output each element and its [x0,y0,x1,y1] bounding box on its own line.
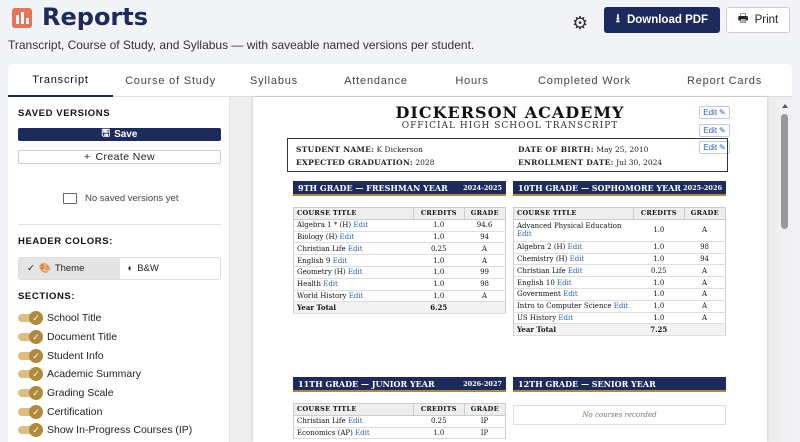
course-grade: 94.6 [464,219,505,231]
edit-course-link[interactable]: Edit [517,230,532,239]
edit-school-title-button[interactable]: Edit ✎ [699,106,730,119]
edit-course-link[interactable]: Edit [347,268,363,277]
empty-versions-message: No saved versions yet [63,193,178,204]
course-grade: 99 [464,266,505,278]
year-title: 11TH GRADE — JUNIOR YEAR [298,378,435,389]
toggle-switch[interactable]: ✓ [18,331,43,343]
school-title: DICKERSON ACADEMY [395,103,625,122]
course-credits: 1.0 [414,219,465,231]
course-credits: 1.0 [414,278,465,290]
date-of-birth: May 25, 2010 [596,145,649,154]
course-credits: 1.0 [634,288,685,300]
course-grade: 98 [684,241,725,253]
plus-icon: + [84,151,91,163]
course-credits: 1.0 [634,277,685,289]
year-header [293,377,506,392]
section-toggle-school-title[interactable]: ✓ School Title [18,309,228,328]
course-row [294,427,506,439]
course-name: Christian Life [517,266,566,275]
course-credits: 1.0 [634,312,685,324]
course-name: Advanced Physical Education [517,222,622,231]
enrollment-date: Jul 30, 2024 [616,158,663,167]
no-courses-message: No courses recorded [513,405,726,425]
course-row [514,253,726,265]
course-row [294,278,506,290]
course-row [294,290,506,302]
course-grade: A [684,300,725,312]
course-row [294,255,506,267]
edit-course-link[interactable]: Edit [347,244,363,253]
tab-course-of-study[interactable]: Course of Study [125,74,216,87]
course-credits: 1.0 [414,231,465,243]
course-credits: 1.0 [634,300,685,312]
section-toggle-in-progress[interactable]: ✓ Show In-Progress Courses (IP) [18,421,228,440]
course-row [294,231,506,243]
palette-icon: 🎨 [38,263,51,274]
edit-course-link[interactable]: Edit [567,266,583,275]
section-toggle-certification[interactable]: ✓ Certification [18,402,228,421]
save-disk-icon: 🖫 [101,128,111,139]
course-credits: 1.0 [414,427,465,439]
page-header [0,0,800,62]
course-name: Health [297,280,321,289]
course-row [294,415,506,427]
year-range: 2026-2027 [463,379,502,388]
toggle-switch[interactable]: ✓ [18,406,43,418]
course-name: Government [517,290,561,299]
course-grade: IP [464,415,505,427]
col-course-title: COURSE TITLE [294,404,414,416]
course-credits: 1.0 [414,290,465,302]
divider [18,224,221,225]
saved-versions-heading: SAVED VERSIONS [18,108,111,119]
check-icon: ✓ [27,263,35,274]
edit-course-link[interactable]: Edit [569,254,585,263]
tab-attendance[interactable]: Attendance [344,74,408,87]
course-row [514,219,726,241]
toggle-switch[interactable]: ✓ [18,387,43,399]
toggle-switch[interactable]: ✓ [18,350,43,362]
year-range: 2024-2025 [463,183,502,192]
contrast-icon: ◐ [127,263,134,274]
course-name: English 10 [517,278,555,287]
preview-scrollbar[interactable] [778,100,792,442]
pencil-icon: ✎ [719,108,726,117]
course-grade: A [684,288,725,300]
edit-course-link[interactable]: Edit [563,290,578,299]
tab-transcript[interactable]: Transcript [8,64,113,97]
year-header [513,181,726,196]
year-title: 9TH GRADE — FRESHMAN YEAR [298,182,448,193]
edit-course-link[interactable]: Edit [348,291,364,300]
courses-table [513,207,726,336]
graduation-year: 2028 [415,158,435,167]
course-name: English 9 [297,256,331,265]
create-new-button[interactable]: + Create New [18,150,221,164]
course-name: Chemistry (H) [517,254,568,263]
bw-option[interactable]: ◐ B&W [127,263,159,274]
course-grade: A [464,290,505,302]
tab-syllabus[interactable]: Syllabus [250,74,298,87]
print-button[interactable]: 🖶 Print [726,7,790,33]
report-tabs [8,64,792,97]
reports-logo-icon [12,8,32,28]
edit-course-link[interactable]: Edit [323,280,338,289]
sections-heading: SECTIONS: [18,291,76,302]
edit-document-title-button[interactable]: Edit ✎ [699,124,730,137]
sidebar [8,97,230,442]
student-name: K Dickerson [376,145,423,154]
course-row [294,219,506,231]
course-credits: 1.0 [634,241,685,253]
courses-table [293,207,506,314]
course-name: Geometry (H) [297,268,346,277]
edit-course-link[interactable]: Edit [339,232,355,241]
printer-icon: 🖶 [737,12,749,25]
col-grade: GRADE [464,404,505,416]
tab-hours[interactable]: Hours [455,74,489,87]
col-course-title: COURSE TITLE [514,208,634,220]
col-course-title: COURSE TITLE [294,208,414,220]
course-row [514,241,726,253]
edit-course-link[interactable]: Edit [355,428,370,437]
edit-student-info-button[interactable]: Edit ✎ [699,141,730,154]
settings-gear-icon[interactable]: ⚙ [572,13,589,33]
course-grade: A [684,219,725,241]
toggle-switch[interactable]: ✓ [18,368,43,380]
course-grade: IP [464,427,505,439]
course-credits: 1.0 [634,253,685,265]
theme-option[interactable]: ✓ 🎨 Theme [19,258,120,279]
section-toggle-grading-scale[interactable]: ✓ Grading Scale [18,384,228,403]
tab-report-cards[interactable]: Report Cards [686,74,762,87]
year-header [293,181,506,196]
course-name: Intro to Computer Science [517,302,612,311]
course-credits: 0.25 [634,265,685,277]
course-row [514,277,726,289]
folder-icon [63,193,77,204]
transcript-page [253,97,767,442]
course-row [514,265,726,277]
col-credits: CREDITS [634,208,685,220]
course-grade: 98 [464,278,505,290]
course-row [514,312,726,324]
save-button[interactable]: 🖫 Save [18,128,221,141]
download-pdf-button[interactable]: ⭳ Download PDF [604,7,720,33]
edit-course-link[interactable]: Edit [347,417,363,426]
courses-table [293,403,506,439]
course-grade: A [464,243,505,255]
course-credits: 1.0 [414,266,465,278]
course-row [514,300,726,312]
course-name: US History [517,313,557,322]
edit-course-link[interactable]: Edit [332,256,348,265]
year-total-credits: 7.25 [634,324,685,336]
course-grade: A [684,312,725,324]
student-info-box: STUDENT NAME: K Dickerson EXPECTED GRADUATION: 2028 DATE OF BIRTH: May 25, 2010 ENROLLMENT DATE: Jul 30, 2024 [287,138,728,172]
tab-completed-work[interactable]: Completed Work [538,74,631,87]
year-range: 2025-2026 [683,183,722,192]
edit-course-link[interactable]: Edit [567,243,583,252]
toggle-switch[interactable]: ✓ [18,424,43,436]
course-name: World History [297,291,347,300]
document-title: OFFICIAL HIGH SCHOOL TRANSCRIPT [401,121,619,131]
col-credits: CREDITS [414,404,465,416]
course-grade: A [464,255,505,267]
course-name: Biology (H) [297,232,338,241]
course-name: Economics (AP) [297,428,353,437]
section-toggle-academic-summary[interactable]: ✓ Academic Summary [18,365,228,384]
section-toggle-document-title[interactable]: ✓ Document Title [18,328,228,347]
edit-course-link[interactable]: Edit [557,278,572,287]
year-total-credits: 6.25 [414,302,465,314]
col-grade: GRADE [464,208,505,220]
header-colors-heading: HEADER COLORS: [18,236,113,247]
course-row [514,288,726,300]
course-name: Algebra 1 * (H) [297,221,352,230]
header-color-toggle [18,257,221,280]
pencil-icon: ✎ [719,126,726,135]
course-name: Christian Life [297,417,346,426]
col-grade: GRADE [684,208,725,220]
col-credits: CREDITS [414,208,465,220]
course-name: Algebra 2 (H) [517,243,566,252]
course-grade: A [684,277,725,289]
course-row [294,266,506,278]
course-credits: 0.25 [414,415,465,427]
section-toggles [18,309,228,440]
section-toggle-student-info[interactable]: ✓ Student Info [18,346,228,365]
toggle-switch[interactable]: ✓ [18,312,43,324]
page-subtitle: Transcript, Course of Study, and Syllabus — with saveable named versions per student. [8,38,475,52]
edit-course-link[interactable]: Edit [558,313,574,322]
year-title: 10TH GRADE — SOPHOMORE YEAR [518,182,682,193]
year-total-row: Year Total 7.25 [514,324,726,336]
course-grade: 94 [464,231,505,243]
course-grade: 94 [684,253,725,265]
course-credits: 1.0 [634,219,685,241]
edit-course-link[interactable]: Edit [613,302,629,311]
year-total-row: Year Total 6.25 [294,302,506,314]
year-title: 12TH GRADE — SENIOR YEAR [518,378,656,389]
page-title: Reports [42,3,149,31]
course-credits: 0.25 [414,243,465,255]
course-row [294,243,506,255]
course-grade: A [684,265,725,277]
download-icon: ⭳ [615,12,620,25]
edit-course-link[interactable]: Edit [353,221,369,230]
year-header [513,377,726,392]
course-name: Christian Life [297,244,346,253]
course-credits: 1.0 [414,255,465,267]
pencil-icon: ✎ [719,143,726,152]
